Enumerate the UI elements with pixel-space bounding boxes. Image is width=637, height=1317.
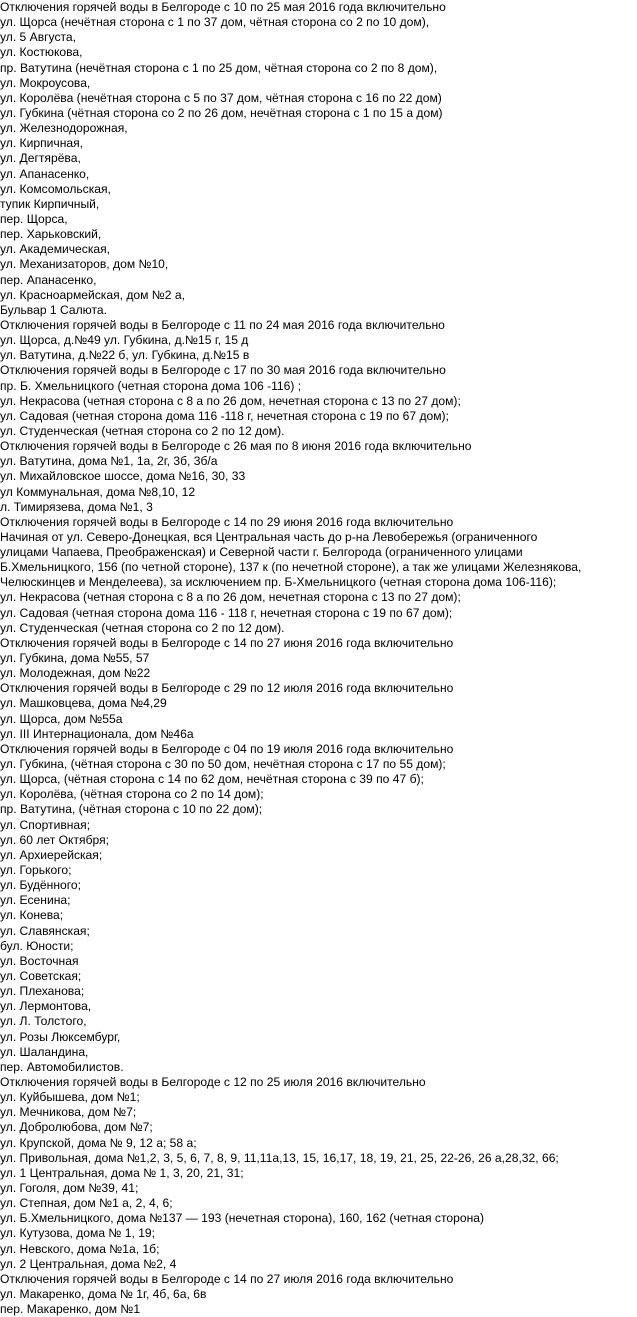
- address-line: ул. Машковцева, дома №4,29: [0, 696, 167, 711]
- address-line: ул. Академическая,: [0, 242, 111, 257]
- address-line: ул. Л. Толстого,: [0, 1014, 87, 1029]
- address-line: ул. Добролюбова, дом №7;: [0, 1120, 153, 1135]
- address-line: ул. Степная, дом №1 а, 2, 4, 6;: [0, 1196, 173, 1211]
- address-line: ул. Кутузова, дома № 1, 19;: [0, 1226, 156, 1241]
- address-line: ул. Студенческая (четная сторона со 2 по 12 дом).: [0, 423, 285, 438]
- section-heading: Отключения горячей воды в Белгороде с 10 по 25 мая 2016 года включительно: [0, 0, 446, 14]
- address-line: ул. 5 Августа,: [0, 30, 76, 45]
- address-line: пер. Щорса,: [0, 211, 68, 226]
- address-line: ул. Розы Люксембург,: [0, 1029, 121, 1044]
- address-line: пр. Б. Хмельницкого (четная сторона дома 106 -116) ;: [0, 378, 302, 393]
- address-line: ул. Кирпичная,: [0, 136, 84, 151]
- address-line: ул. Невского, дома №1а, 1б;: [0, 1241, 160, 1256]
- address-line: Б.Хмельницкого, 156 (по четной стороне), 137 к (по нечетной стороне), а так же улицами Железнякова,: [0, 560, 582, 575]
- address-line: ул. 1 Центральная, дома № 1, 3, 20, 21, 31;: [0, 1165, 244, 1180]
- address-line: ул. Комсомольская,: [0, 181, 111, 196]
- section-heading: Отключения горячей воды в Белгороде с 04 по 19 июля 2016 года включительно: [0, 741, 454, 756]
- address-line: ул. Горького;: [0, 863, 72, 878]
- address-line: ул. Ватутина, д.№22 б, ул. Губкина, д.№15 в: [0, 348, 250, 363]
- address-line: пер. Макаренко, дом №1: [0, 1302, 141, 1317]
- address-line: пер. Автомобилистов.: [0, 1059, 124, 1074]
- address-line: Челюскинцев и Менделеева), за исключением пр. Б-Хмельницкого (четная сторона дома 106-116);: [0, 575, 557, 590]
- address-line: ул. Михайловское шоссе, дома №16, 30, 33: [0, 469, 246, 484]
- address-line: пр. Ватутина, (чётная сторона с 10 по 22 дом);: [0, 802, 263, 817]
- address-line: ул. Губкина, дома №55, 57: [0, 651, 150, 666]
- section-heading: Отключения горячей воды в Белгороде с 29 по 12 июля 2016 года включительно: [0, 681, 454, 696]
- address-line: ул. Губкина (чётная сторона со 2 по 26 дом, нечётная сторона с 1 по 15 а дом): [0, 105, 443, 120]
- address-line: ул. Студенческая (четная сторона со 2 по 12 дом).: [0, 620, 285, 635]
- address-line: ул. Молодежная, дом №22: [0, 666, 151, 681]
- address-line: ул. Железнодорожная,: [0, 121, 128, 136]
- address-line: ул. Советская;: [0, 969, 82, 983]
- section-heading: Отключения горячей воды в Белгороде с 17 по 30 мая 2016 года включительно: [0, 363, 446, 378]
- address-line: бул. Юности;: [0, 938, 74, 953]
- address-line: ул. Садовая (четная сторона дома 116 -118 г, нечетная сторона с 19 по 67 дом);: [0, 408, 449, 423]
- address-line: ул. III Интернационала, дом №46а: [0, 726, 194, 741]
- address-line: ул. Красноармейская, дом №2 а,: [0, 287, 185, 302]
- address-line: улицами Чапаева, Преображенская) и Северной части г. Белгорода (ограниченного улицами: [0, 545, 523, 560]
- address-line: ул. Плеханова;: [0, 984, 85, 999]
- address-line: л. Тимирязева, дома №1, 3: [0, 499, 153, 514]
- address-line: ул. Костюкова,: [0, 45, 83, 60]
- address-line: ул. Дегтярёва,: [0, 151, 81, 166]
- section-heading: Отключения горячей воды в Белгороде с 14 по 27 июля 2016 года включительно: [0, 1271, 454, 1286]
- address-line: ул. Королёва (нечётная сторона с 5 по 37 дом, чётная сторона с 16 по 22 дом): [0, 90, 442, 105]
- address-line: ул. Есенина;: [0, 893, 71, 908]
- address-line: ул. Шаландина,: [0, 1044, 89, 1059]
- address-line: Начиная от ул. Северо-Донецкая, вся Центральная часть до р-на Левобережья (ограниченного: [0, 529, 538, 544]
- address-line: ул. Спортивная;: [0, 817, 91, 832]
- address-line: ул. Щорса, дом №55а: [0, 711, 123, 726]
- address-line: тупик Кирпичный,: [0, 196, 100, 211]
- address-line: ул. Мокроусова,: [0, 75, 91, 90]
- address-line: ул. 2 Центральная, дома №2, 4: [0, 1256, 177, 1271]
- address-line: ул. Садовая (четная сторона дома 116 - 118 г, нечетная сторона с 19 по 67 дом);: [0, 605, 453, 620]
- address-line: ул. Апанасенко,: [0, 166, 90, 181]
- address-line: ул. Щорса, д.№49 ул. Губкина, д.№15 г, 15 д: [0, 333, 249, 348]
- address-line: ул. Гоголя, дом №39, 41;: [0, 1180, 139, 1195]
- section-heading: Отключения горячей воды в Белгороде с 12 по 25 июля 2016 включительно: [0, 1074, 426, 1089]
- address-line: ул. 60 лет Октября;: [0, 832, 109, 847]
- address-line: ул. Будённого;: [0, 878, 81, 893]
- address-line: ул. Куйбышева, дом №1;: [0, 1090, 140, 1105]
- address-line: ул. Б.Хмельницкого, дома №137 — 193 (нечетная сторона), 160, 162 (четная сторона): [0, 1211, 484, 1226]
- address-line: ул. Макаренко, дома № 1г, 4б, 6а, 6в: [0, 1286, 207, 1301]
- address-line: пр. Ватутина (нечётная сторона с 1 по 25 дом, чётная сторона со 2 по 8 дом),: [0, 60, 438, 75]
- address-line: ул. Некрасова (четная сторона с 8 а по 26 дом, нечетная сторона с 13 по 27 дом);: [0, 590, 461, 605]
- address-line: ул. Мечникова, дом №7;: [0, 1105, 137, 1120]
- address-line: ул. Ватутина, дома №1, 1а, 2г, 3б, 3б/а: [0, 454, 218, 469]
- address-line: ул. Механизаторов, дом №10,: [0, 257, 169, 272]
- address-line: Бульвар 1 Салюта.: [0, 302, 107, 317]
- address-line: ул. Лермонтова,: [0, 999, 92, 1014]
- address-line: ул. Крупской, дома № 9, 12 а; 58 а;: [0, 1135, 197, 1150]
- section-heading: Отключения горячей воды в Белгороде с 14 по 27 июня 2016 года включительно: [0, 635, 454, 650]
- address-line: ул. Некрасова (четная сторона с 8 а по 26 дом, нечетная сторона с 13 по 27 дом);: [0, 393, 461, 408]
- section-heading: Отключения горячей воды в Белгороде с 11 по 24 мая 2016 года включительно: [0, 317, 445, 332]
- address-line: пер. Харьковский,: [0, 227, 102, 242]
- address-line: пер. Апанасенко,: [0, 272, 97, 287]
- address-line: ул. Щорса, (чётная сторона с 14 по 62 дом, нечётная сторона с 39 по 47 б);: [0, 772, 424, 787]
- address-line: ул Коммунальная, дома №8,10, 12: [0, 484, 196, 499]
- address-line: ул. Привольная, дома №1,2, 3, 5, 6, 7, 8, 9, 11,11а,13, 15, 16,17, 18, 19, 21, 25, 22-26, 26 а,28,32, 66;: [0, 1150, 559, 1165]
- address-line: ул. Восточная: [0, 953, 79, 968]
- address-line: ул. Королёва, (чётная сторона со 2 по 14 дом);: [0, 787, 264, 802]
- address-line: ул. Архиерейская;: [0, 847, 103, 862]
- address-line: ул. Щорса (нечётная сторона с 1 по 37 дом, чётная сторона со 2 по 10 дом),: [0, 15, 430, 30]
- section-heading: Отключения горячей воды в Белгороде с 14 по 29 июня 2016 года включительно: [0, 514, 454, 529]
- section-heading: Отключения горячей воды в Белгороде с 26 мая по 8 июня 2016 года включительно: [0, 439, 472, 454]
- address-line: ул. Славянская;: [0, 923, 90, 938]
- address-line: ул. Губкина, (чётная сторона с 30 по 50 дом, нечётная сторона с 17 по 55 дом);: [0, 757, 446, 772]
- address-line: ул. Конева;: [0, 908, 64, 923]
